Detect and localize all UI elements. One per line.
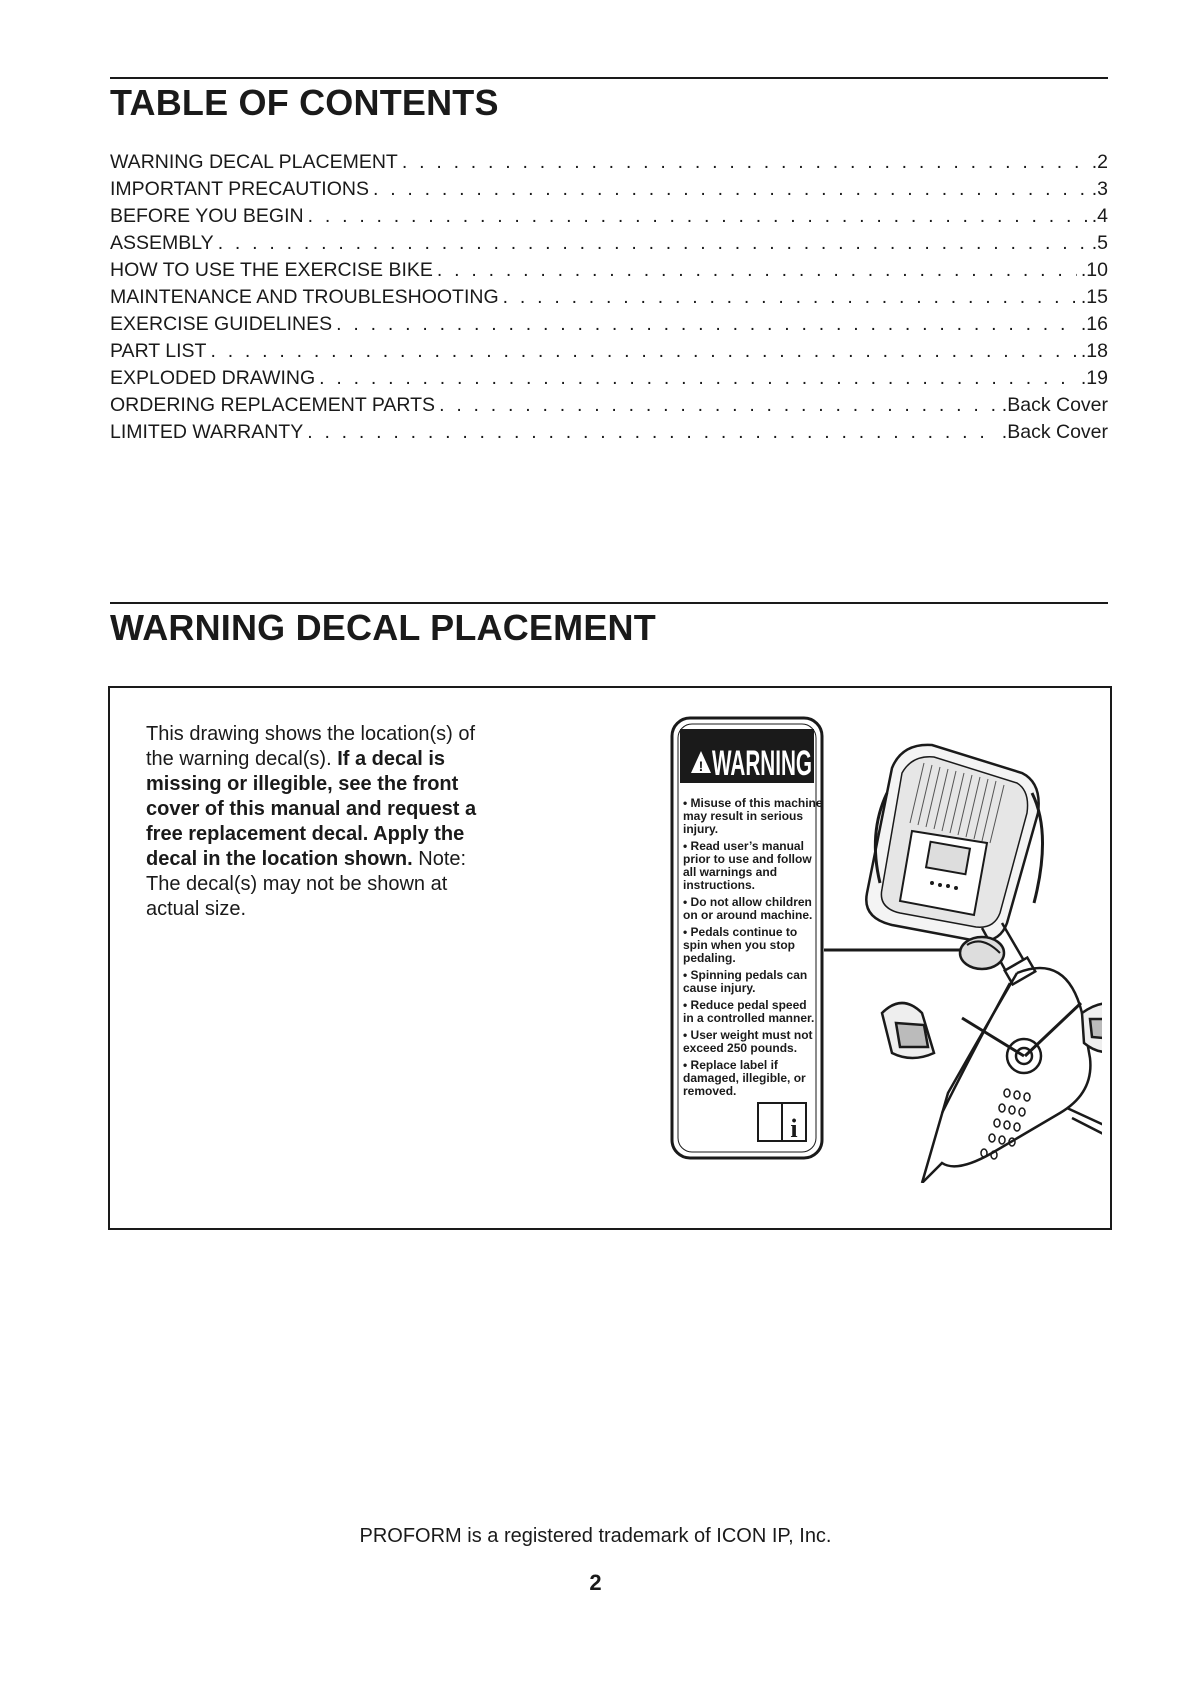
toc-entry <box>110 232 1108 259</box>
toc-entry-title: PART LIST <box>110 340 207 362</box>
toc-entry <box>110 151 1108 178</box>
decal-location-illustration <box>562 713 1102 1183</box>
toc-dot-leader <box>437 259 1077 282</box>
svg-text:!: ! <box>698 758 704 774</box>
toc-entry <box>110 340 1108 367</box>
toc-dot-leader <box>218 232 1088 255</box>
toc-entry-page: .4 <box>1091 205 1108 227</box>
warning-bullet-line: removed. <box>683 1084 737 1098</box>
warning-top-rule <box>110 602 1108 604</box>
warning-bullet-line: • Reduce pedal speed <box>683 998 807 1012</box>
toc-entry-page: .15 <box>1080 286 1108 308</box>
toc-dot-leader <box>210 340 1076 363</box>
warning-bullet-line: instructions. <box>683 878 756 892</box>
toc-entry <box>110 421 1108 448</box>
toc-entry-page: .3 <box>1091 178 1108 200</box>
toc-entry-title: ORDERING REPLACEMENT PARTS <box>110 394 436 416</box>
table-of-contents <box>110 151 1108 448</box>
toc-dot-leader <box>308 205 1088 228</box>
warning-bullet-line: • User weight must not <box>683 1028 813 1042</box>
svg-text:i: i <box>790 1114 798 1143</box>
toc-entry <box>110 286 1108 313</box>
warning-bullet-line: • Do not allow children <box>683 895 812 909</box>
toc-entry-page: .16 <box>1080 313 1108 335</box>
toc-entry-title: EXERCISE GUIDELINES <box>110 313 333 335</box>
warning-title: WARNING <box>712 744 812 783</box>
toc-entry <box>110 367 1108 394</box>
toc-entry <box>110 259 1108 286</box>
warning-bullet-line: damaged, illegible, or <box>683 1071 806 1085</box>
toc-entry-title: EXPLODED DRAWING <box>110 367 316 389</box>
warning-bullet-line: injury. <box>683 822 719 836</box>
warning-bullet-line: spin when you stop <box>683 938 796 952</box>
toc-entry-title: BEFORE YOU BEGIN <box>110 205 304 227</box>
warning-bullet-line: • Read user’s manual <box>683 839 804 853</box>
toc-dot-leader <box>319 367 1077 390</box>
warning-bullet-line: • Spinning pedals can <box>683 968 808 982</box>
warning-heading: WARNING DECAL PLACEMENT <box>110 607 656 648</box>
warning-bullet-line: • Replace label if <box>683 1058 778 1072</box>
toc-entry-title: WARNING DECAL PLACEMENT <box>110 151 398 173</box>
warning-bullet-line: cause injury. <box>683 981 756 995</box>
bike-frame <box>882 923 1102 1183</box>
trademark-footer: PROFORM is a registered trademark of ICON IP, Inc. <box>359 1525 832 1547</box>
toc-top-rule <box>110 77 1108 79</box>
toc-dot-leader <box>307 421 998 444</box>
decal-intro-text: This drawing shows the location(s) of the warning decal(s). <box>146 723 476 770</box>
toc-dot-leader <box>402 151 1088 174</box>
toc-entry-page: .5 <box>1091 232 1108 254</box>
toc-dot-leader <box>503 286 1077 309</box>
toc-entry-title: HOW TO USE THE EXERCISE BIKE <box>110 259 433 281</box>
toc-dot-leader <box>373 178 1088 201</box>
bike-console <box>866 745 1042 941</box>
warning-bullet-line: pedaling. <box>683 951 736 965</box>
toc-entry <box>110 205 1108 232</box>
toc-dot-leader <box>439 394 998 417</box>
toc-entry-page: .Back Cover <box>1001 421 1108 443</box>
warning-bullet-line: • Pedals continue to <box>683 925 798 939</box>
toc-entry <box>110 394 1108 421</box>
toc-entry-page: .10 <box>1080 259 1108 281</box>
toc-entry-page: .19 <box>1080 367 1108 389</box>
read-manual-icon <box>758 1103 806 1143</box>
warning-bullet-line: • Misuse of this machine <box>683 796 823 810</box>
toc-heading: TABLE OF CONTENTS <box>110 82 499 123</box>
warning-bullet-line: all warnings and <box>683 865 778 879</box>
toc-entry-title: LIMITED WARRANTY <box>110 421 304 443</box>
decal-instructions <box>146 722 491 922</box>
warning-bullet-line: on or around machine. <box>683 908 813 922</box>
decal-placement-box <box>108 686 1112 1230</box>
toc-entry-page: .18 <box>1080 340 1108 362</box>
toc-entry <box>110 313 1108 340</box>
warning-bullet-line: exceed 250 pounds. <box>683 1041 798 1055</box>
warning-bullet-line: prior to use and follow <box>683 852 812 866</box>
toc-dot-leader <box>336 313 1077 336</box>
toc-entry-page: .Back Cover <box>1001 394 1108 416</box>
warning-decal <box>672 718 823 1158</box>
toc-entry-title: ASSEMBLY <box>110 232 214 254</box>
toc-entry-title: IMPORTANT PRECAUTIONS <box>110 178 369 200</box>
page-number: 2 <box>589 1570 602 1595</box>
toc-entry-page: .2 <box>1091 151 1108 173</box>
decal-note-text: Note: The decal(s) may not be shown at actual size. <box>146 848 467 920</box>
toc-entry-title: MAINTENANCE AND TROUBLESHOOTING <box>110 286 499 308</box>
toc-entry <box>110 178 1108 205</box>
warning-bullet-line: in a controlled manner. <box>683 1011 815 1025</box>
warning-bullet-line: may result in serious <box>683 809 804 823</box>
decal-bold-text: If a decal is missing or illegible, see the front cover of this manual and request a free replacement decal. Apply the decal in the location shown. <box>146 748 477 870</box>
